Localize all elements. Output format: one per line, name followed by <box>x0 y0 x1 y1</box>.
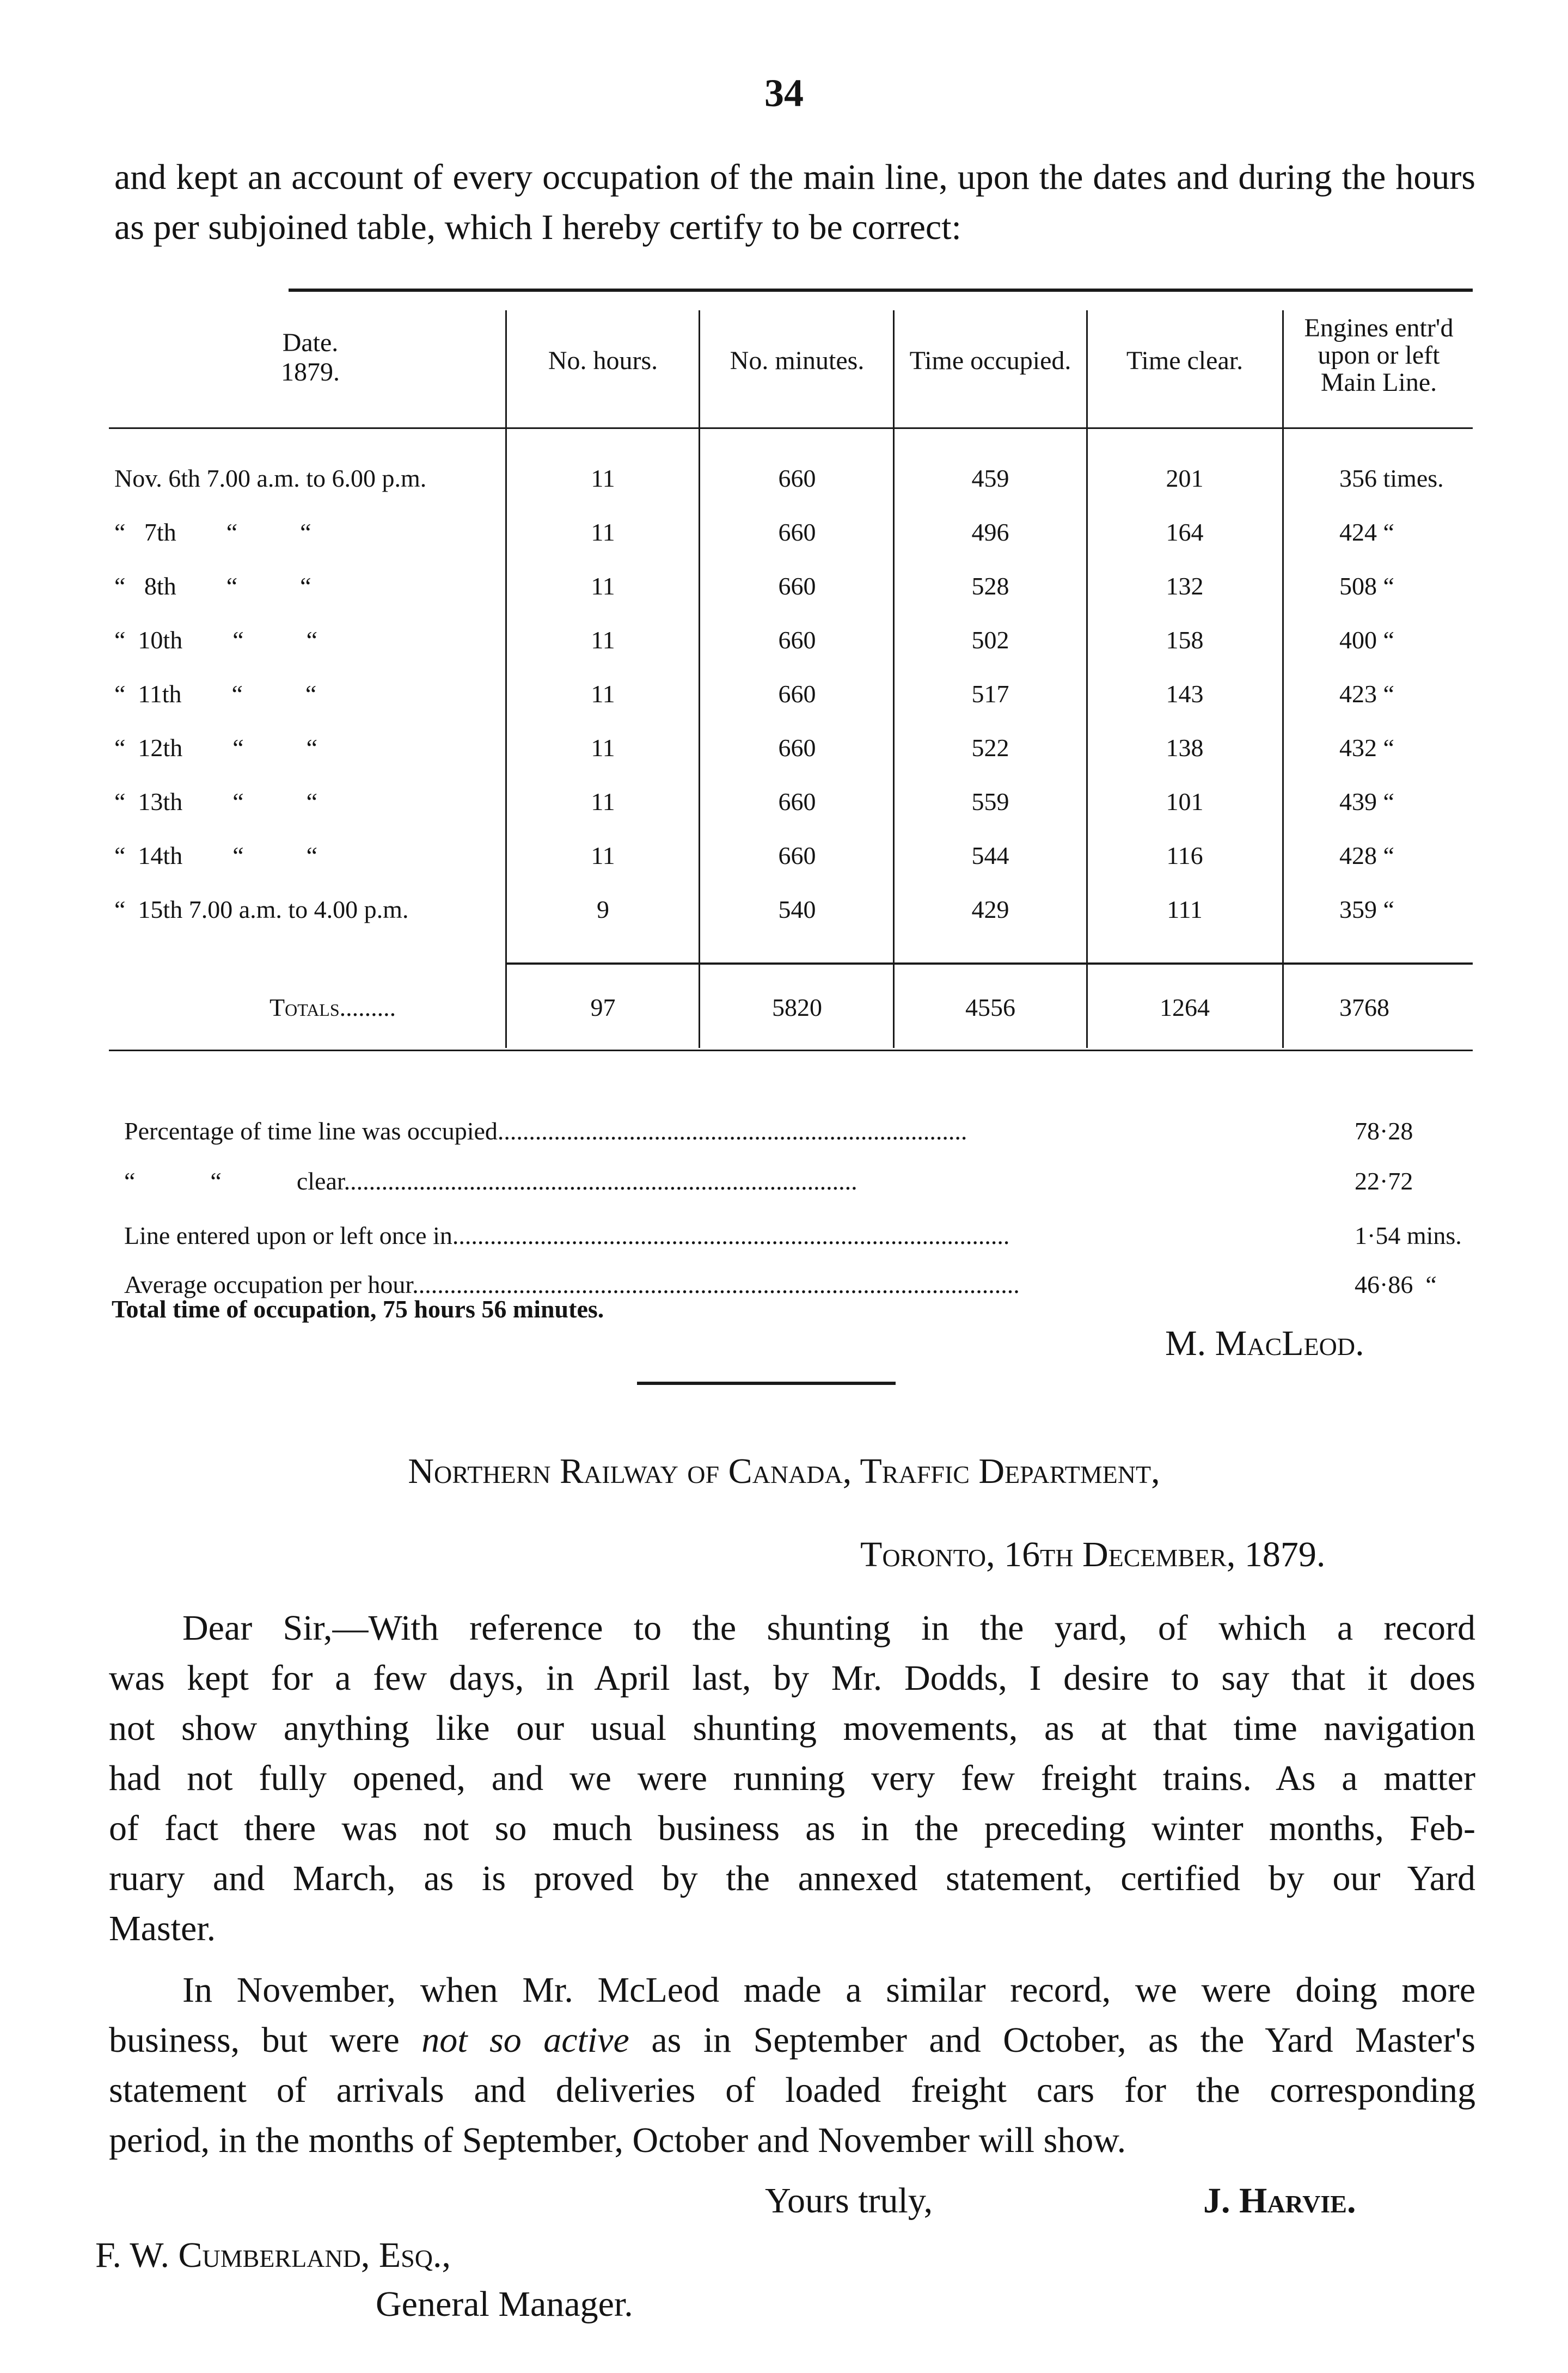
row-date: “ 15th 7.00 a.m. to 4.00 p.m. <box>114 896 409 923</box>
signature-harvie: J. Harvie. <box>1203 2181 1356 2221</box>
para2-line <box>109 2015 1475 2065</box>
table-header-rule <box>109 427 1473 429</box>
row-engines: 356 times. <box>1339 464 1444 492</box>
row-occupied: 522 <box>971 734 1009 762</box>
row-hours: 11 <box>591 842 615 869</box>
header-engines-line2: upon or left <box>1318 341 1440 370</box>
closing: Yours truly, <box>765 2181 933 2221</box>
para2-emphasis: not so active <box>421 2020 629 2060</box>
paragraph-2 <box>109 1965 1475 2166</box>
header-engines-line3: Main Line. <box>1320 368 1437 397</box>
row-hours: 11 <box>591 464 615 492</box>
row-minutes: 540 <box>778 896 816 923</box>
row-minutes: 660 <box>778 734 816 762</box>
row-engines: 400 “ <box>1339 626 1394 654</box>
header-date-label: Date. <box>282 328 339 357</box>
addressee-name: F. W. Cumberland, Esq., <box>95 2235 451 2275</box>
header-minutes: No. minutes. <box>730 346 865 375</box>
row-occupied: 517 <box>971 680 1009 708</box>
para1-line: not show anything like our usual shunting movements, as at that time navigation <box>109 1708 1475 1748</box>
summary-value: 78·28 <box>1355 1117 1413 1145</box>
row-engines: 428 “ <box>1339 842 1394 869</box>
total-time: Total time of occupation, 75 hours 56 minutes. <box>112 1295 604 1323</box>
summary-label: “ “ clear.................................................................................. <box>124 1167 857 1195</box>
totals-occupied: 4556 <box>965 994 1015 1021</box>
row-minutes: 660 <box>778 572 816 600</box>
header-occupied: Time occupied. <box>909 346 1071 375</box>
header-clear: Time clear. <box>1126 346 1244 375</box>
row-clear: 116 <box>1166 842 1203 869</box>
dateline: Toronto, 16th December, 1879. <box>860 1535 1326 1574</box>
header-date <box>229 329 392 386</box>
header-engines <box>1285 315 1473 396</box>
row-hours: 11 <box>591 572 615 600</box>
header-hours: No. hours. <box>548 346 658 375</box>
addressee-title: General Manager. <box>376 2284 633 2324</box>
row-date: “ 10th “ “ <box>114 626 318 654</box>
table-top-rule <box>289 289 1473 292</box>
row-date: “ 13th “ “ <box>114 788 318 815</box>
addressee <box>95 2235 451 2276</box>
summary-label: Average occupation per hour................................................................................................. <box>124 1271 1020 1298</box>
row-minutes: 660 <box>778 788 816 815</box>
section-divider <box>637 1382 896 1385</box>
row-clear: 164 <box>1166 518 1204 546</box>
row-minutes: 660 <box>778 626 816 654</box>
page-number: 34 <box>764 71 804 115</box>
summary-label: Percentage of time line was occupied........................................................................... <box>124 1117 967 1145</box>
summary-line <box>112 1088 1489 1145</box>
row-occupied: 544 <box>971 842 1009 869</box>
row-clear: 101 <box>1166 788 1204 815</box>
summary-value: 46·86 “ <box>1355 1271 1437 1298</box>
column-divider <box>893 310 895 1048</box>
intro-paragraph: and kept an account of every occupation of the main line, upon the dates and during the hours as per subjoined table, which I hereby certify to be correct: <box>114 157 1475 247</box>
column-divider <box>1086 310 1088 1048</box>
row-hours: 9 <box>597 896 609 923</box>
row-occupied: 502 <box>971 626 1009 654</box>
para2-line: statement of arrivals and deliveries of loaded freight cars for the corresponding <box>109 2070 1475 2110</box>
row-date: “ 12th “ “ <box>114 734 318 762</box>
row-engines: 432 “ <box>1339 734 1394 762</box>
row-minutes: 660 <box>778 680 816 708</box>
header-engines-line1: Engines entr'd <box>1304 314 1454 342</box>
para1-line: of fact there was not so much business as in the preceding winter months, Feb- <box>109 1808 1475 1848</box>
para1-line: ruary and March, as is proved by the annexed statement, certified by our Yard <box>109 1859 1475 1898</box>
row-hours: 11 <box>591 626 615 654</box>
row-occupied: 459 <box>971 464 1009 492</box>
row-clear: 138 <box>1166 734 1204 762</box>
row-engines: 439 “ <box>1339 788 1394 815</box>
row-date: “ 7th “ “ <box>114 518 311 546</box>
table-totals-rule <box>506 962 1473 965</box>
summary-value: 22·72 <box>1355 1167 1413 1195</box>
row-date: “ 14th “ “ <box>114 842 318 869</box>
totals-engines: 3768 <box>1339 994 1389 1021</box>
row-clear: 201 <box>1166 464 1204 492</box>
para1-line: Master. <box>109 1909 216 1948</box>
paragraph-1 <box>109 1603 1475 1954</box>
para1-line: Dear Sir,—With reference to the shunting in the yard, of which a record <box>182 1608 1475 1648</box>
column-divider <box>699 310 700 1048</box>
row-clear: 143 <box>1166 680 1204 708</box>
row-date: “ 8th “ “ <box>114 572 311 600</box>
row-hours: 11 <box>591 734 615 762</box>
row-clear: 132 <box>1166 572 1204 600</box>
row-hours: 11 <box>591 680 615 708</box>
column-divider <box>505 310 507 1048</box>
totals-label: Totals......... <box>270 994 396 1021</box>
letterhead: Northern Railway of Canada, Traffic Department, <box>408 1451 1160 1491</box>
column-divider <box>1282 310 1284 1048</box>
row-occupied: 528 <box>971 572 1009 600</box>
row-engines: 359 “ <box>1339 896 1394 923</box>
para2-line2-start: business, but were <box>109 2020 422 2060</box>
row-engines: 423 “ <box>1339 680 1394 708</box>
para2-line2-end: as in September and October, as the Yard Master's <box>629 2020 1475 2060</box>
para2-line: period, in the months of September, October and November will show. <box>109 2120 1126 2160</box>
row-minutes: 660 <box>778 464 816 492</box>
totals-hours: 97 <box>590 994 616 1021</box>
summary-line <box>112 1241 1489 1299</box>
row-minutes: 660 <box>778 518 816 546</box>
row-date: “ 11th “ “ <box>114 680 317 708</box>
totals-clear: 1264 <box>1160 994 1210 1021</box>
row-occupied: 496 <box>971 518 1009 546</box>
row-occupied: 429 <box>971 896 1009 923</box>
para2-line: In November, when Mr. McLeod made a similar record, we were doing more <box>182 1970 1475 2010</box>
summary-label: Line entered upon or left once in......................................................................................... <box>124 1222 1010 1249</box>
row-engines: 508 “ <box>1339 572 1394 600</box>
summary-line <box>112 1138 1489 1195</box>
signature-macleod: M. MacLeod. <box>1165 1323 1364 1363</box>
para1-line: had not fully opened, and we were running very few freight trains. As a matter <box>109 1758 1475 1798</box>
table-bottom-rule <box>109 1050 1473 1051</box>
row-occupied: 559 <box>971 788 1009 815</box>
header-year-label: 1879. <box>281 358 340 387</box>
row-date: Nov. 6th 7.00 a.m. to 6.00 p.m. <box>114 464 427 492</box>
row-hours: 11 <box>591 788 615 815</box>
row-engines: 424 “ <box>1339 518 1394 546</box>
row-clear: 111 <box>1167 896 1203 923</box>
totals-minutes: 5820 <box>772 994 822 1021</box>
row-clear: 158 <box>1166 626 1204 654</box>
summary-value: 1·54 mins. <box>1355 1222 1462 1249</box>
para1-line: was kept for a few days, in April last, by Mr. Dodds, I desire to say that it does <box>109 1658 1475 1698</box>
row-hours: 11 <box>591 518 615 546</box>
row-minutes: 660 <box>778 842 816 869</box>
